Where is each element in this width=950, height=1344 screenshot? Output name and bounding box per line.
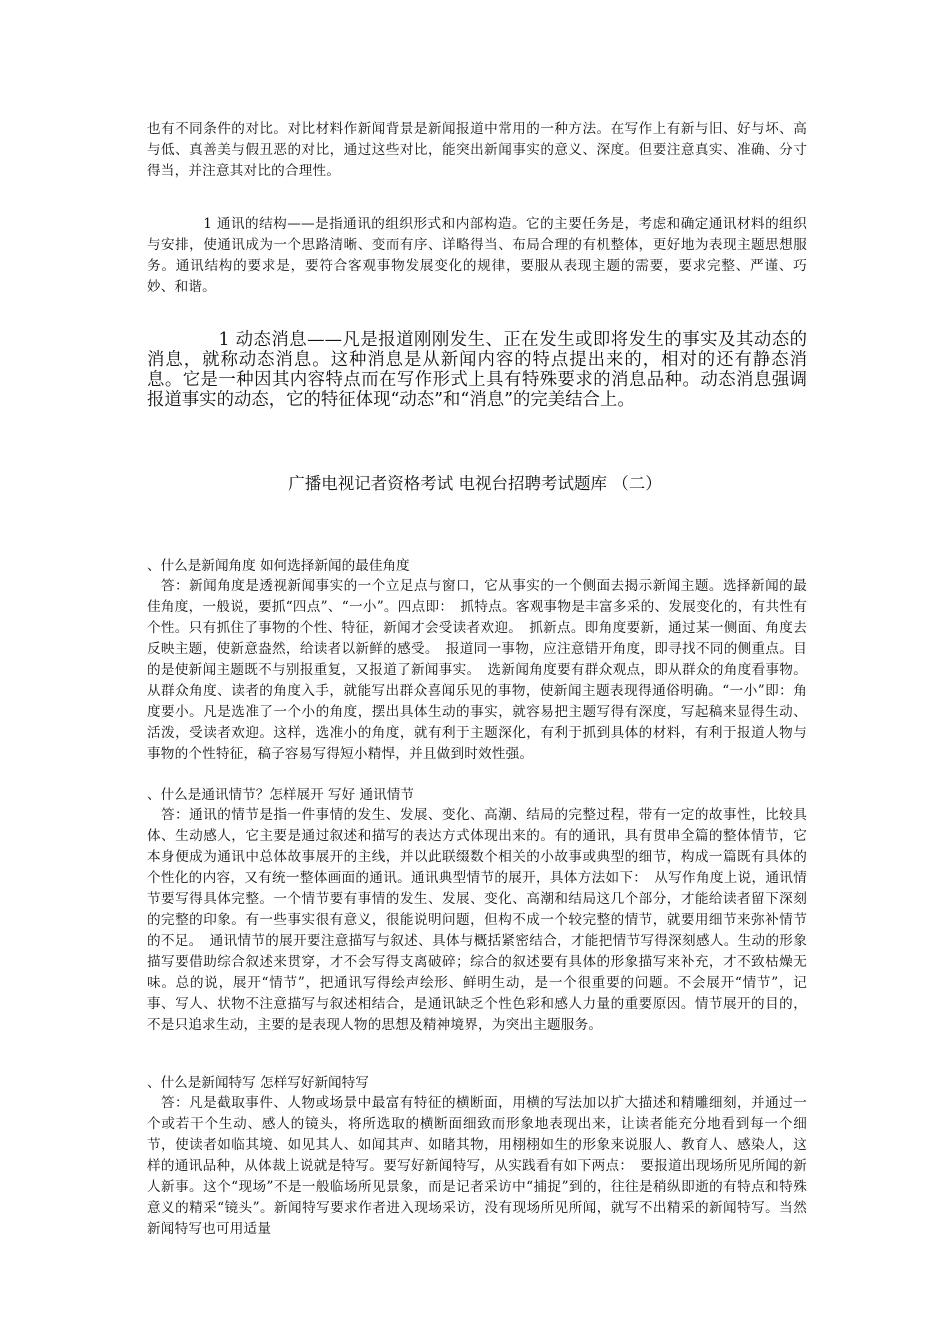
structure-paragraph	[147, 214, 807, 298]
question-2-answer: 答：通讯的情节是指一件事情的发生、发展、变化、高潮、结局的完整过程，带有一定的故事性，比较具体、生动感人，它主要是通过叙述和描写的表达方式体现出来的。有的通讯，具有贯串全篇的整体情节，它本身便成为通讯中总体故事展开的主线，并以此联缀数个相关的小故事或典型的细节，构成一篇既有具体的个性化的内容，又有统一整体画面的通讯。通讯典型情节的展开，具体方法如下： 从写作角度上说，通讯情节要写得具体完整。一个情节要有事情的发生、发展、变化、高潮和结局这几个部分，才能给读者留下深刻的完整的印象。有一些事实很有意义，很能说明问题，但构不成一个较完整的情节，就要用细节来弥补情节的不足。 通讯情节的展开要注意描写与叙述、具体与概括紧密结合，才能把情节写得深刻感人。生动的形象描写要借助综合叙述来贯穿，才不会写得支离破碎；综合的叙述要有具体的形象描写来补充，才不致枯燥无味。总的说，展开“情节”，把通讯写得绘声绘形、鲜明生动，是一个很重要的问题。不会展开“情节”，记事、写人、状物不注意描写与叙述相结合，是通讯缺乏个性色彩和感人力量的重要原因。情节展开的目的，不是只追求生动，主要的是表现人物的思想及精神境界，为突出主题服务。	[147, 807, 807, 1033]
dynamic-news-paragraph	[147, 330, 807, 410]
question-1-answer: 答：新闻角度是透视新闻事实的一个立足点与窗口，它从事实的一个侧面去揭示新闻主题。选择新闻的最佳角度，一般说，要抓“四点”、“一小”。四点即： 抓特点。客观事物是丰富多采的、发展变化的，有共性有个性。只有抓住了事物的个性、特征，新闻才会受读者欢迎。 抓新点。即角度要新，通过某一侧面、角度去反映主题，使新意盎然，给读者以新鲜的感受。 报道同一事物，应注意错开角度，即寻找不同的侧重点。目的是使新闻主题既不与别报重复，又报道了新闻事实。 选新闻角度要有群众观点，即从群众的角度看事物。从群众角度、读者的角度入手，就能写出群众喜闻乐见的事物，使新闻主题表现得通俗明确。“一小”即：角度要小。凡是选准了一个小的角度，摆出具体生动的事实，就容易把主题写得有深度，写起稿来显得生动、活泼，受读者欢迎。这样，选准小的角度，就有利于主题深化，有利于抓到具体的材料，有利于报道人物与事物的个性特征，稿子容易写得短小精悍，并且做到时效性强。	[147, 578, 807, 762]
section-title: 广播电视记者资格考试 电视台招聘考试题库 （二）	[288, 474, 662, 493]
contrast-paragraph	[147, 119, 807, 182]
question-1-heading: 、什么是新闻角度 如何选择新闻的最佳角度	[147, 558, 410, 574]
question-1	[147, 556, 807, 765]
question-2-heading: 、什么是通讯情节？怎样展开 写好 通讯情节	[147, 787, 414, 803]
question-3-answer: 答：凡是截取事件、人物或场景中最富有特征的横断面，用横的写法加以扩大描述和精雕细刻，并通过一个或若干个生动、感人的镜头，将所选取的横断面细致而形象地表现出来，让读者能充分地看到每一个细节，使读者如临其境、如见其人、如闻其声、如睹其物，用栩栩如生的形象来说服人、教育人、感染人，这样的通讯品种，从体裁上说就是特写。要写好新闻特写，从实践看有如下两点： 要报道出现场所见所闻的新人新事。这个“现场”不是一般临场所见景象，而是记者采访中“捕捉”到的，往往是稍纵即逝的有特点和特殊意义的精采“镜头”。新闻特写要求作者进入现场采访，没有现场所见所闻，就写不出精采的新闻特写。当然新闻特写也可用适量	[147, 1095, 807, 1237]
dynamic-news-text: 1 动态消息——凡是报道刚刚发生、正在发生或即将发生的事实及其动态的消息，就称动态消息。这种消息是从新闻内容的特点提出来的，相对的还有静态消息。它是一种因其内容特点而在写作形式上具有特殊要求的消息品种。动态消息强调报道事实的动态，它的特征体现“动态”和“消息”的完美结合上。	[147, 330, 807, 410]
question-3	[147, 1073, 807, 1240]
question-3-heading: 、什么是新闻特写 怎样写好新闻特写	[147, 1075, 369, 1091]
question-2	[147, 785, 807, 1036]
contrast-text: 也有不同条件的对比。对比材料作新闻背景是新闻报道中常用的一种方法。在写作上有新与旧、好与坏、高与低、真善美与假丑恶的对比，通过这些对比，能突出新闻事实的意义、深度。但要注意真实、准确、分寸得当，并注意其对比的合理性。	[147, 121, 807, 179]
structure-text: 1 通讯的结构——是指通讯的组织形式和内部构造。它的主要任务是，考虑和确定通讯材料的组织与安排，使通讯成为一个思路清晰、变而有序、详略得当、布局合理的有机整体，更好地为表现主题思想服务。通讯结构的要求是，要符合客观事物发展变化的规律，要服从表现主题的需要，要求完整、严谨、巧妙、和谐。	[147, 216, 807, 295]
